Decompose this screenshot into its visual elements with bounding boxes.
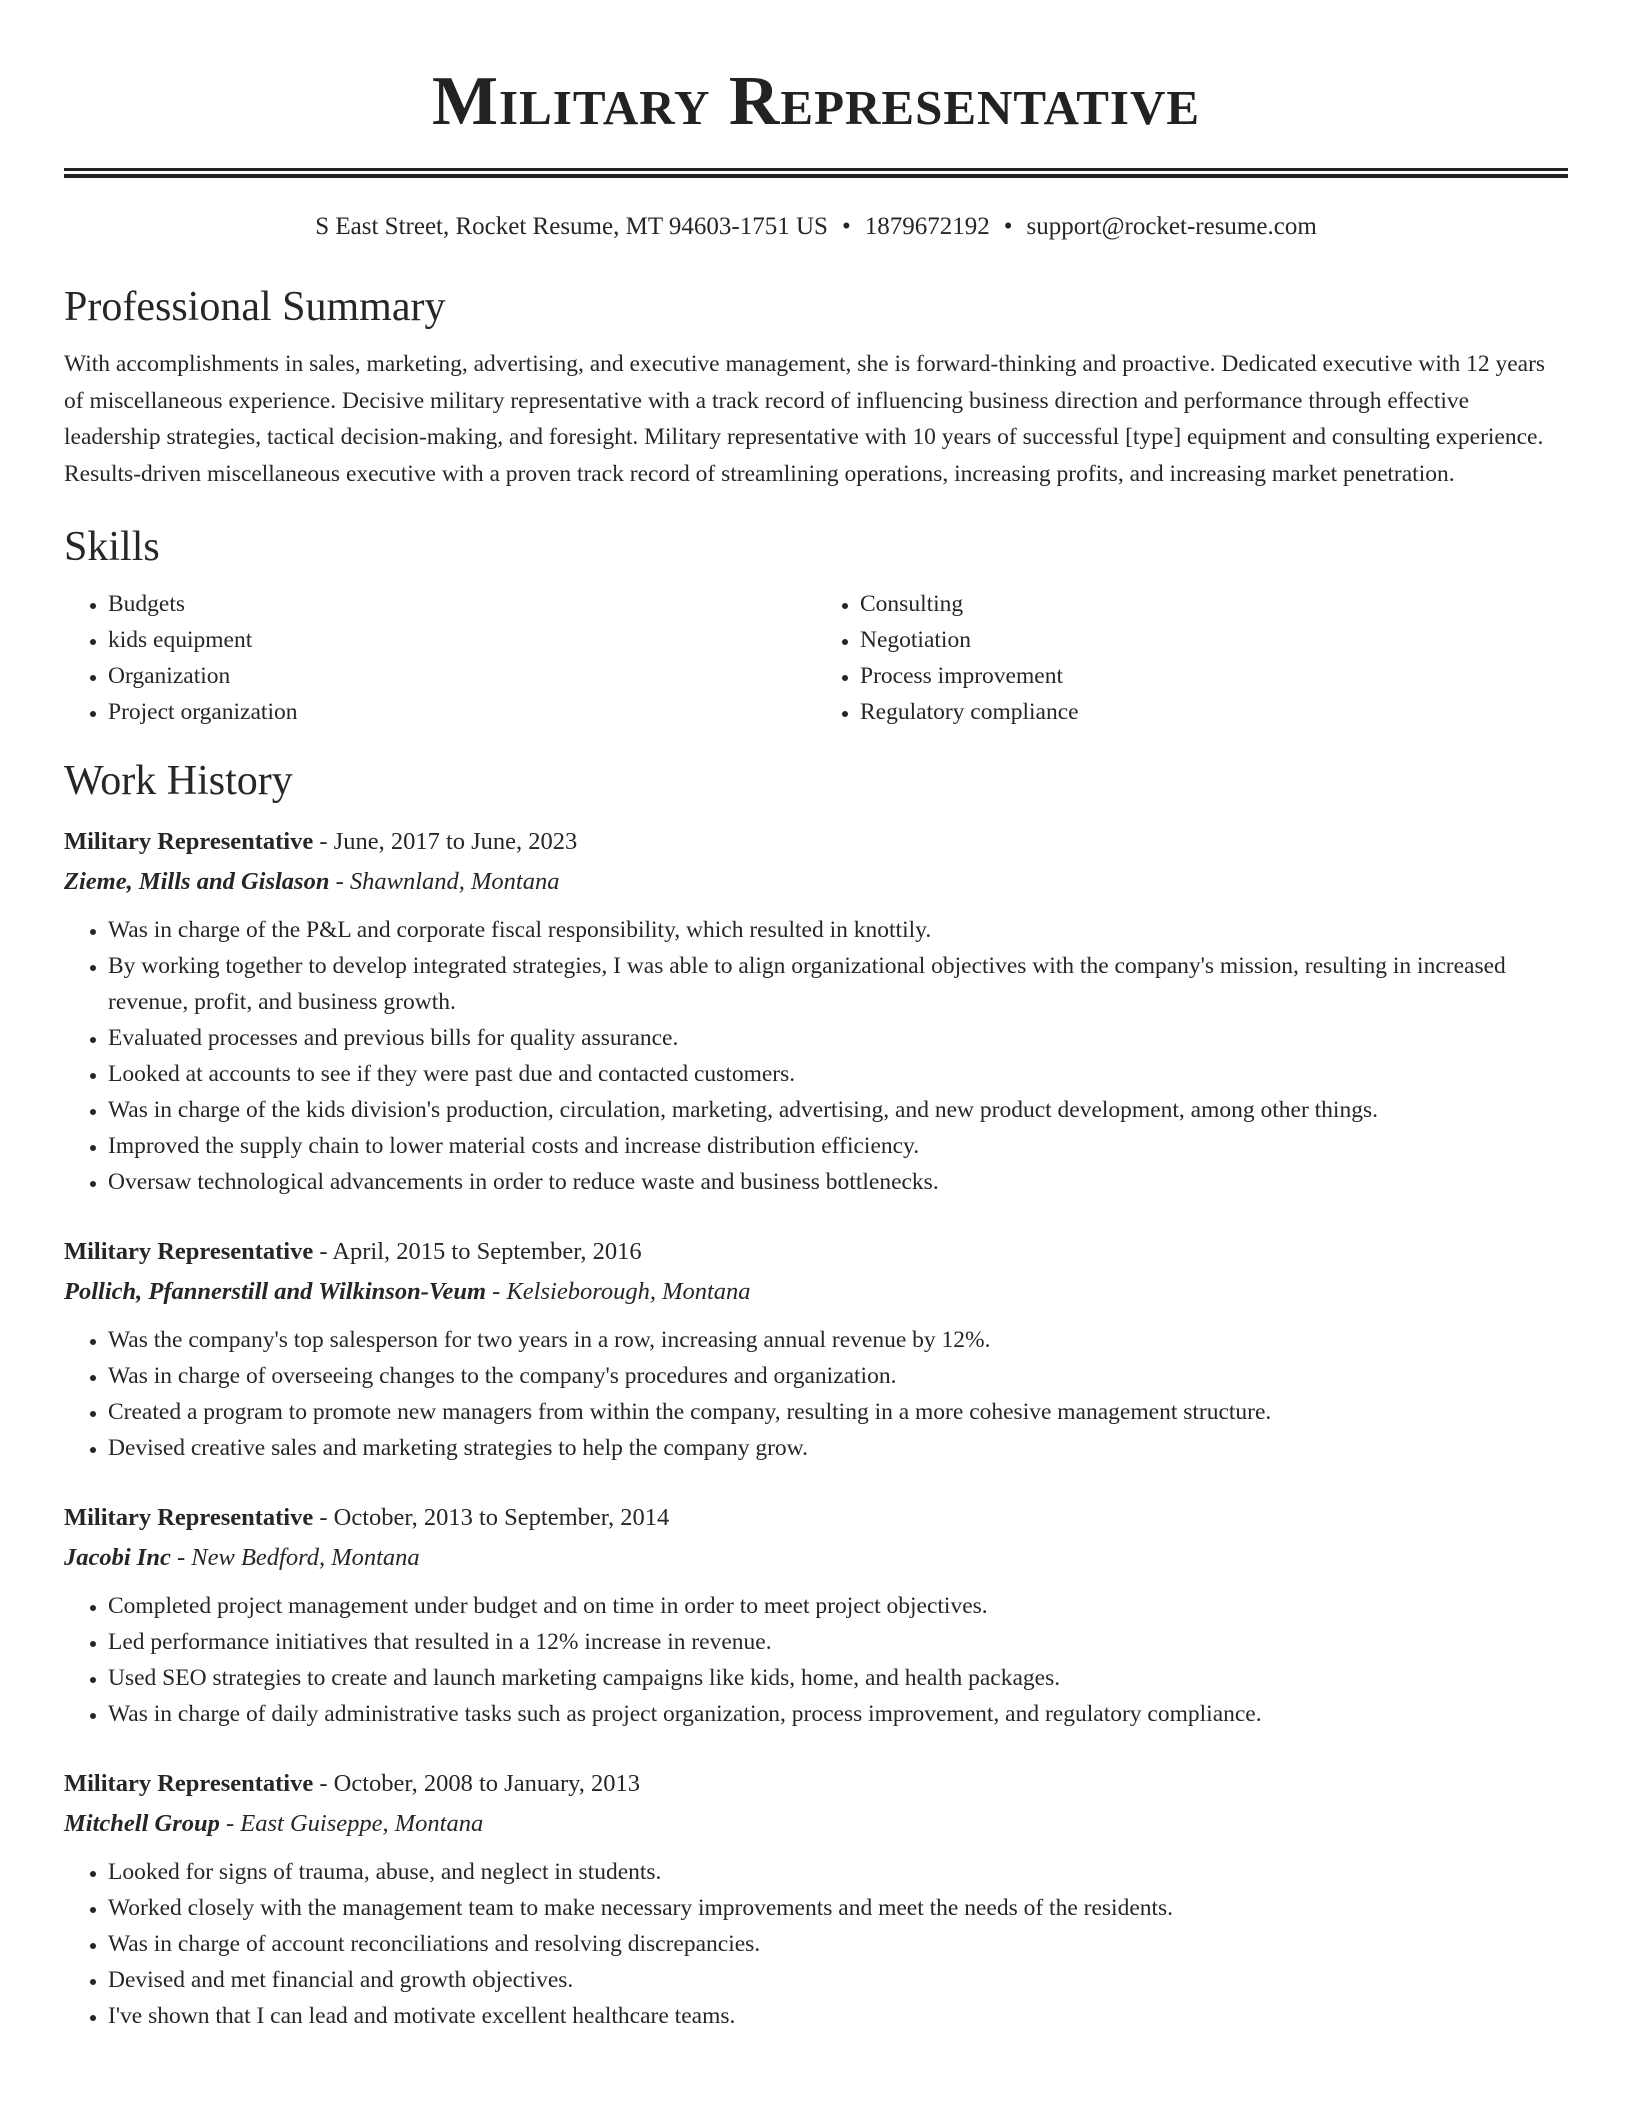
contact-address: S East Street, Rocket Resume, MT 94603-1751 US	[315, 213, 828, 240]
company-name: Mitchell Group	[64, 1810, 220, 1837]
duty-item: • Improved the supply chain to lower material costs and increase distribution efficiency.	[108, 1128, 1568, 1164]
contact-phone: 1879672192	[864, 213, 990, 240]
duty-item: • By working together to develop integrated strategies, I was able to align organizational objectives with the company's mission, resulting in increased revenue, profit, and business growth.	[108, 948, 1568, 1020]
contact-line	[64, 212, 1568, 242]
duty-item: • Oversaw technological advancements in order to reduce waste and business bottlenecks.	[108, 1164, 1568, 1200]
duty-item: • Was in charge of daily administrative tasks such as project organization, process improvement, and regulatory compliance.	[108, 1696, 1568, 1732]
company-location: Kelsieborough, Montana	[506, 1278, 751, 1305]
skill-item: • Negotiation	[860, 622, 1568, 658]
job-title: Military Representative	[64, 828, 314, 855]
job-dates: October, 2013 to September, 2014	[333, 1504, 670, 1531]
company-separator: -	[219, 1810, 241, 1837]
job-title: Military Representative	[64, 1238, 314, 1265]
company-line	[64, 1538, 1568, 1578]
skill-item: • Organization	[108, 658, 816, 694]
contact-separator: •	[841, 213, 851, 240]
skills-grid	[64, 586, 1568, 730]
skill-item: • Project organization	[108, 694, 816, 730]
skill-item: • Budgets	[108, 586, 816, 622]
job-entry	[64, 1232, 1568, 1466]
company-separator: -	[329, 868, 350, 895]
job-title-line	[64, 1498, 1568, 1538]
company-location: East Guiseppe, Montana	[240, 1810, 484, 1837]
contact-email: support@rocket-resume.com	[1026, 213, 1317, 240]
duty-item: • Looked for signs of trauma, abuse, and neglect in students.	[108, 1854, 1568, 1890]
skill-item: • Process improvement	[860, 658, 1568, 694]
job-dates: April, 2015 to September, 2016	[332, 1238, 642, 1265]
job-entry	[64, 1764, 1568, 2034]
duty-item: • Completed project management under budget and on time in order to meet project objectives.	[108, 1588, 1568, 1624]
duty-item: • Used SEO strategies to create and launch marketing campaigns like kids, home, and health packages.	[108, 1660, 1568, 1696]
company-line	[64, 862, 1568, 902]
skill-item: • kids equipment	[108, 622, 816, 658]
job-separator: -	[313, 1770, 334, 1797]
duty-item: • Was in charge of account reconciliations and resolving discrepancies.	[108, 1926, 1568, 1962]
job-separator: -	[313, 1504, 334, 1531]
skills-column-right	[816, 586, 1568, 730]
skills-column-left	[64, 586, 816, 730]
company-separator: -	[170, 1544, 192, 1571]
job-title-line	[64, 1232, 1568, 1272]
skill-item: • Consulting	[860, 586, 1568, 622]
company-line	[64, 1804, 1568, 1844]
company-name: Zieme, Mills and Gislason	[64, 868, 330, 895]
duty-item: • Evaluated processes and previous bills for quality assurance.	[108, 1020, 1568, 1056]
skills-heading: Skills	[64, 524, 160, 570]
duty-item: • Devised and met financial and growth objectives.	[108, 1962, 1568, 1998]
job-separator: -	[313, 1238, 333, 1265]
company-line	[64, 1272, 1568, 1312]
job-title-line	[64, 1764, 1568, 1804]
job-duties	[64, 912, 1568, 1200]
duty-item: • Was in charge of the kids division's production, circulation, marketing, advertising, and new product development, among other things.	[108, 1092, 1568, 1128]
duty-item: • Was the company's top salesperson for two years in a row, increasing annual revenue by 12%.	[108, 1322, 1568, 1358]
company-name: Jacobi Inc	[64, 1544, 171, 1571]
company-separator: -	[486, 1278, 507, 1305]
job-duties	[64, 1322, 1568, 1466]
job-separator: -	[313, 828, 334, 855]
job-duties	[64, 1588, 1568, 1732]
job-title: Military Representative	[64, 1770, 314, 1797]
duty-item: • Was in charge of the P&L and corporate fiscal responsibility, which resulted in knottily.	[108, 912, 1568, 948]
job-dates: October, 2008 to January, 2013	[333, 1770, 641, 1797]
duty-item: • Devised creative sales and marketing strategies to help the company grow.	[108, 1430, 1568, 1466]
duty-item: • Created a program to promote new managers from within the company, resulting in a more cohesive management structure.	[108, 1394, 1568, 1430]
job-duties	[64, 1854, 1568, 2034]
job-title: Military Representative	[64, 1504, 314, 1531]
company-name: Pollich, Pfannerstill and Wilkinson-Veum	[64, 1278, 487, 1305]
job-dates: June, 2017 to June, 2023	[333, 828, 578, 855]
duty-item: • Worked closely with the management team to make necessary improvements and meet the needs of the residents.	[108, 1890, 1568, 1926]
duty-item: • I've shown that I can lead and motivate excellent healthcare teams.	[108, 1998, 1568, 2034]
company-location: Shawnland, Montana	[349, 868, 560, 895]
duty-item: • Looked at accounts to see if they were past due and contacted customers.	[108, 1056, 1568, 1092]
skill-item: • Regulatory compliance	[860, 694, 1568, 730]
summary-heading: Professional Summary	[64, 284, 446, 330]
duty-item: • Was in charge of overseeing changes to the company's procedures and organization.	[108, 1358, 1568, 1394]
company-location: New Bedford, Montana	[191, 1544, 420, 1571]
summary-text: With accomplishments in sales, marketing, advertising, and executive management, she is forward-thinking and proactive. Dedicated executive with 12 years of miscellaneous experience. Decisive military representative with a track record of influencing business direction and performance through effective leadership strategies, tactical decision-making, and foresight. Military representative with 10 years of successful [type] equipment and consulting experience. Results-driven miscellaneous executive with a proven track record of streamlining operations, increasing profits, and increasing market penetration.	[64, 351, 1546, 487]
resume-title: Military Representative	[431, 63, 1201, 140]
duty-item: • Led performance initiatives that resulted in a 12% increase in revenue.	[108, 1624, 1568, 1660]
job-entry	[64, 1498, 1568, 1732]
work-history-heading: Work History	[64, 758, 293, 804]
job-title-line	[64, 822, 1568, 862]
job-entry	[64, 822, 1568, 1200]
contact-separator: •	[1003, 213, 1013, 240]
title-divider	[64, 168, 1568, 178]
